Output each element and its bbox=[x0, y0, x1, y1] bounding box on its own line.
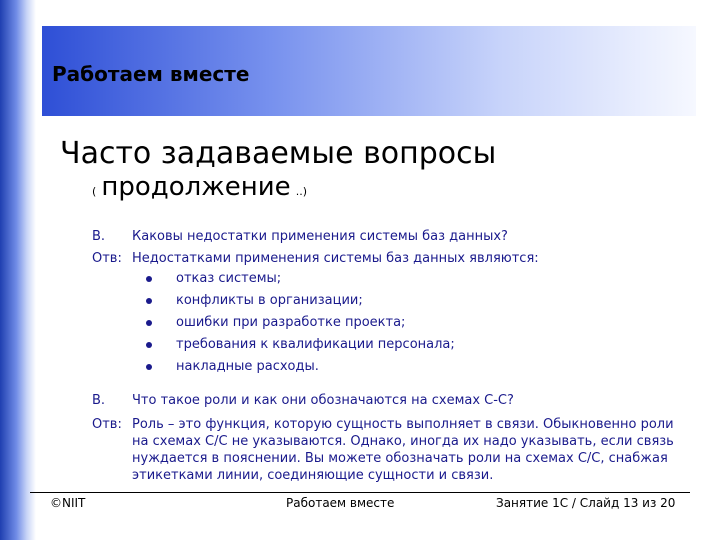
bullet-dot-icon bbox=[92, 334, 176, 356]
answer-label: Отв: bbox=[92, 417, 122, 432]
subtitle-open-paren: ( bbox=[92, 185, 97, 198]
bullet-dot-icon bbox=[92, 268, 176, 290]
left-gradient-bar bbox=[0, 0, 36, 540]
bullet-item bbox=[92, 356, 682, 378]
bullet-text: накладные расходы. bbox=[176, 359, 319, 374]
footer-slide-number: Занятие 1С / Слайд 13 из 20 bbox=[496, 496, 676, 510]
subtitle-close-paren: ..) bbox=[295, 185, 308, 198]
answer-1 bbox=[92, 250, 682, 268]
answer-text: Недостатками применения системы баз данных являются: bbox=[132, 251, 539, 266]
question-label: В. bbox=[92, 393, 106, 408]
question-label: В. bbox=[92, 229, 106, 244]
bullet-text: конфликты в организации; bbox=[176, 293, 363, 308]
slide-subtitle bbox=[92, 172, 307, 202]
question-1 bbox=[92, 228, 682, 246]
question-2 bbox=[92, 392, 682, 410]
header-title: Работаем вместе bbox=[52, 62, 250, 86]
bullet-item bbox=[92, 334, 682, 356]
answer-1-bullets bbox=[92, 268, 682, 378]
bullet-item bbox=[92, 312, 682, 334]
bullet-text: отказ системы; bbox=[176, 271, 282, 286]
bullet-text: требования к квалификации персонала; bbox=[176, 337, 455, 352]
subtitle-main: продолжение bbox=[101, 172, 291, 202]
slide-title: Часто задаваемые вопросы bbox=[60, 136, 497, 171]
bullet-dot-icon bbox=[92, 312, 176, 334]
question-text: Каковы недостатки применения системы баз данных? bbox=[132, 229, 508, 244]
bullet-text: ошибки при разработке проекта; bbox=[176, 315, 406, 330]
footer-divider bbox=[30, 492, 690, 493]
spacer bbox=[92, 378, 682, 392]
answer-2 bbox=[92, 416, 682, 484]
bullet-dot-icon bbox=[92, 356, 176, 378]
footer-copyright: ©NIIT bbox=[50, 496, 86, 510]
footer-course-title: Работаем вместе bbox=[286, 496, 395, 510]
bullet-item bbox=[92, 268, 682, 290]
bullet-item bbox=[92, 290, 682, 312]
answer-label: Отв: bbox=[92, 251, 122, 266]
slide-content bbox=[92, 228, 682, 484]
header-banner bbox=[42, 26, 696, 116]
bullet-dot-icon bbox=[92, 290, 176, 312]
question-text: Что такое роли и как они обозначаются на схемах С-С? bbox=[132, 393, 514, 408]
answer-text: Роль – это функция, которую сущность выполняет в связи. Обыкновенно роли на схемах С/С не указываются. Однако, иногда их надо указывать, если связь нуждается в пояснении. Вы можете обозначать роли на схемах С/С, снабжая этикетками линии, соединяющие сущности и связи. bbox=[132, 417, 674, 483]
